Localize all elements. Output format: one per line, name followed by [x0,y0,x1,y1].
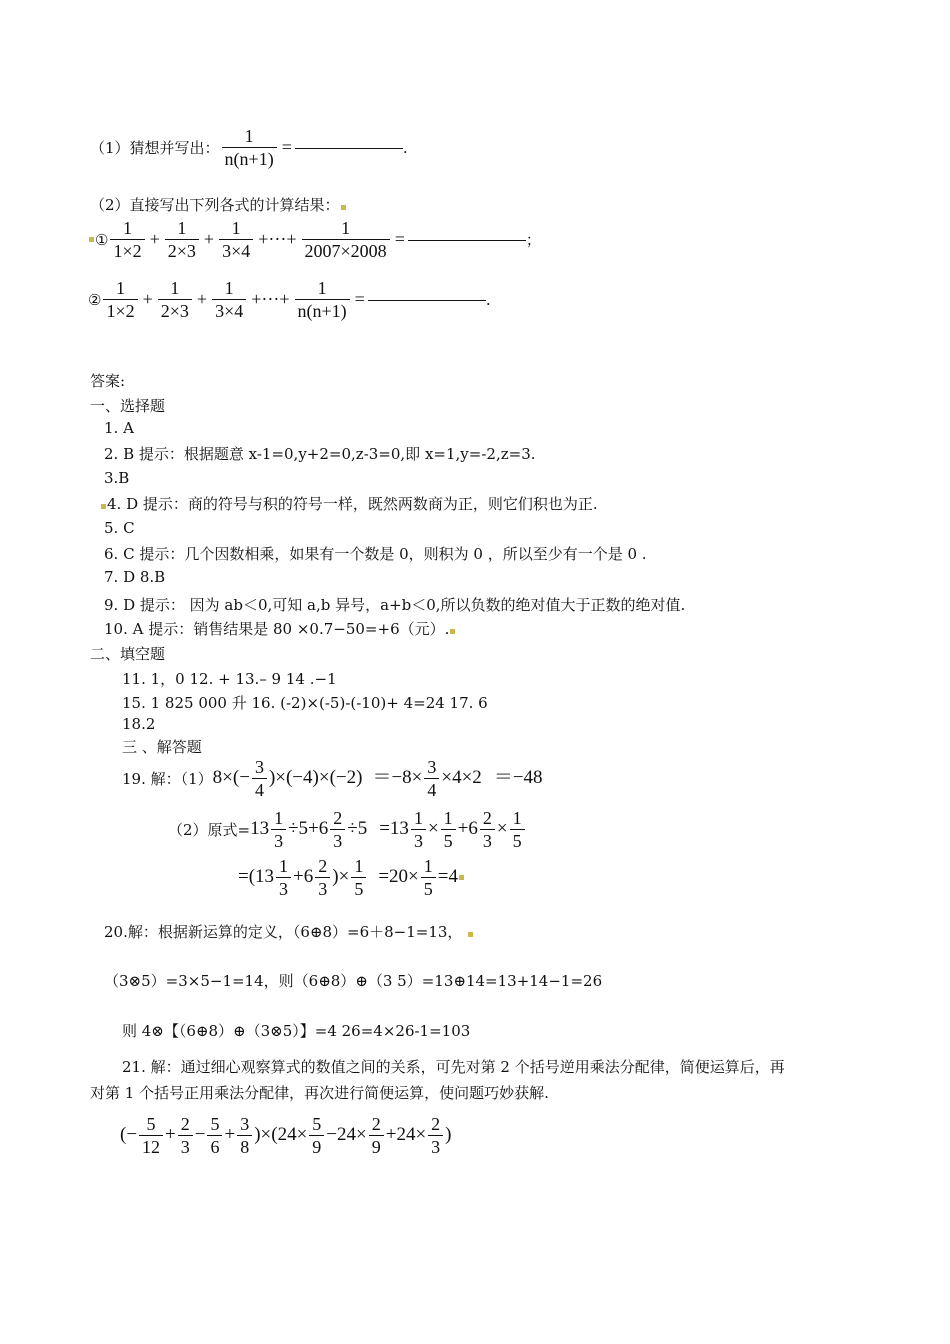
section-heading: 一、选择题 [90,397,166,415]
solution-21-expression: (− $\frac{5}{12}$ + $\frac{2}{3}$ − $\frac{5}{6}$ + $\frac{3}{8}$ )×(24× $\frac{5}{9}$ −24× $\frac{2}{9}$ +24× $\frac{2}{3}$ ) [120,1114,452,1157]
answer-blank [295,148,403,149]
answer-line: 4. D 提示：商的符号与积的符号一样，既然两数商为正，则它们积也为正. [100,495,598,513]
solution-19-2: （2）原式= 13 $\frac{1}{3}$ ÷5+6 $\frac{2}{3}$ ÷5 =13 $\frac{1}{3}$ × $\frac{1}{5}$ +6 $\frac{2}{3}$ × $\frac{1}{5}$ [168,808,527,851]
answer-line: 3.B [104,469,130,487]
marker [341,205,346,210]
answer-line: 2. B 提示：根据题意 x-1=0,y+2=0,z-3=0,即 x=1,y=-2,z=3. [104,445,536,463]
section-heading: 三 、解答题 [122,738,202,756]
answer-blank [408,240,526,241]
solution-19-1: 19. 解：（1） 8×(− $\frac{3}{4}$ )×(−4)×(−2) ＝−8× $\frac{3}{4}$ ×4×2 ＝−48 [122,757,543,800]
solution-20-line-1: 20.解：根据新运算的定义，（6⊕8）=6＋8−1=13， [104,923,474,941]
answer-blank [368,300,486,301]
solution-19-2-cont: =(13 $\frac{1}{3}$ +6 $\frac{2}{3}$ )× $\frac{1}{5}$ =20× $\frac{1}{5}$ =4 [238,856,465,899]
solution-21-line-2: 对第 1 个括号正用乘法分配律，再次进行简便运算，使问题巧妙获解. [90,1084,549,1102]
answer-line: 6. C 提示：几个因数相乘，如果有一个数是 0，则积为 0 ，所以至少有一个是 0 . [104,545,647,563]
answer-line: 9. D 提示： 因为 ab＜0,可知 a,b 异号，a+b＜0,所以负数的绝对值大于正数的绝对值. [104,596,686,614]
question-2-item-2: ② $\frac{1}{1\times 2}$ + $\frac{1}{2\times 3}$ + $\frac{1}{3\times 4}$ +···+ $\frac{1}{n(n+1)}$ = . [88,278,491,321]
fraction: $\frac{1}{n(n+1)}$ [222,126,277,169]
answer-line: 18.2 [122,715,156,733]
solution-20-line-3: 则 4⊗【（6⊕8）⊕（3⊗5）】=4 26=4×26-1=103 [122,1022,471,1040]
question-1: （1）猜想并写出： $\frac{1}{n(n+1)}$ = . [90,126,408,169]
answer-line: 1. A [104,419,134,437]
question-1-label: （1）猜想并写出： [90,138,220,157]
answer-line: 10. A 提示：销售结果是 80 ×0.7−50=+6（元）. [104,620,456,638]
solution-20-line-2: （3⊗5）=3×5−1=14，则（6⊕8）⊕（3 5）=13⊕14=13+14−1=26 [104,972,603,990]
section-heading: 二、填空题 [90,645,166,663]
question-2-label: （2）直接写出下列各式的计算结果： [90,196,347,214]
answer-line: 7. D 8.B [104,568,166,586]
marker [89,237,94,242]
answers-title: 答案: [90,372,126,390]
answer-line: 15. 1 825 000 升 16. (-2)×(-5)-(-10)+ 4=24 17. 6 [122,694,488,712]
answer-line: 5. C [104,519,135,537]
question-2-item-1: ① $\frac{1}{1\times 2}$ + $\frac{1}{2\times 3}$ + $\frac{1}{3\times 4}$ +···+ $\frac{1}{2007\times 2008}$ = ； [88,218,541,261]
solution-21-line-1: 21. 解：通过细心观察算式的数值之间的关系，可先对第 2 个括号逆用乘法分配律，简便运算后，再 [122,1058,785,1076]
answer-line: 11. 1，0 12. + 13.– 9 14 .−1 [122,670,337,688]
